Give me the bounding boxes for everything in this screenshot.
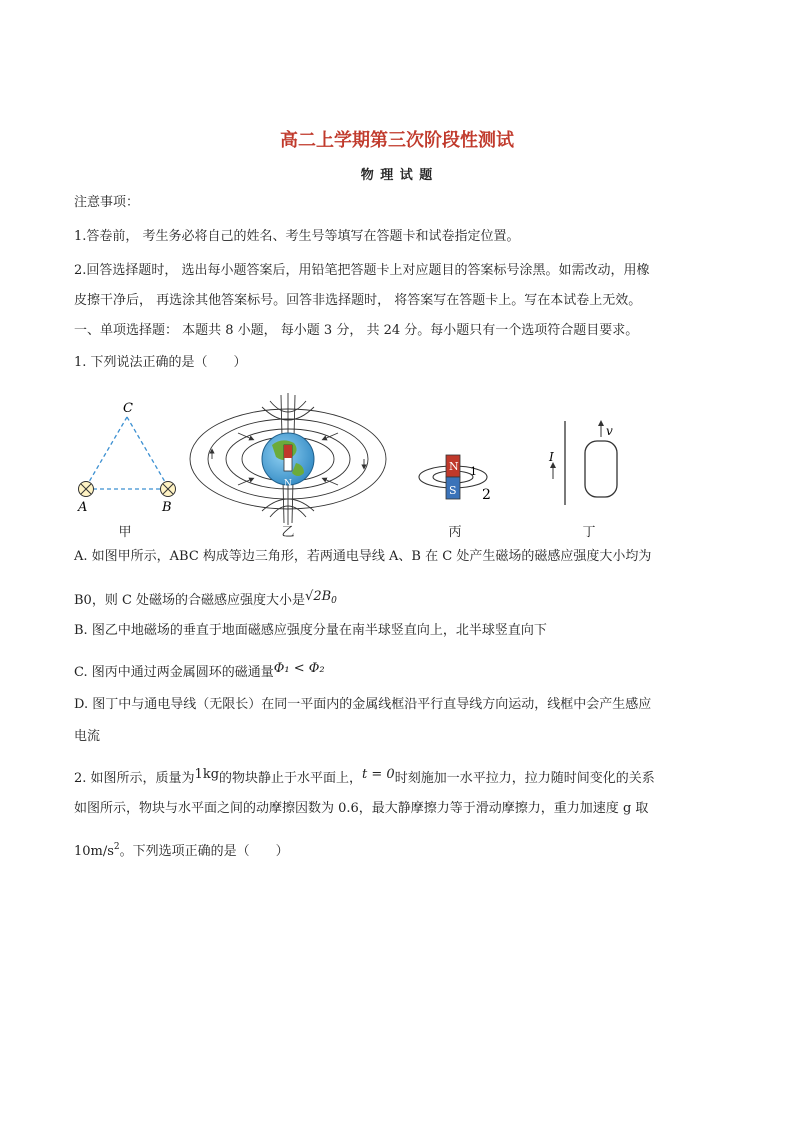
question-2-line-2: 如图所示，物块与水平面之间的动摩擦因数为 0.6，最大静摩擦力等于滑动摩擦力，重力加速度 g 取 [74,801,649,816]
question-1-option-c [74,660,724,682]
figure-jia [77,401,176,515]
question-2-line-3 [74,838,724,861]
notice-heading: 注意事项： [74,195,140,210]
ring-2-label: 2 [482,487,491,503]
magnet-s-label: S [449,484,457,497]
question-1-option-a-line-1: A. 如图甲所示，ABC 构成等边三角形，若两通电导线 A、B 在 C 处产生磁场的磁感应强度大小均为 [74,549,652,564]
current-i-label: I [549,450,554,464]
q2-mass: 1kg [194,767,220,782]
figure-ding [548,421,617,505]
option-c-formula: Φ₁ < Φ₂ [273,661,325,676]
section-1-heading: 一、单项选择题： 本题共 8 小题， 每小题 3 分， 共 24 分。每小题只有一个选项符合题目要求。 [74,323,639,338]
velocity-v-label: v [606,424,613,438]
q2-text-rest: 。下列选项正确的是（ ） [119,844,289,859]
wire-b-current-into-page-icon [161,482,176,497]
figure-label-ding: 丁 [582,525,596,540]
figure-label-bing: 丙 [448,525,462,540]
notice-item-2-line-2: 皮擦干净后， 再选涂其他答案标号。回答非选择题时， 将答案写在答题卡上。写在本试卷上无效。 [74,293,642,308]
magnet-n-label: N [449,460,459,473]
option-a-formula: $√2B_0$ [305,589,337,606]
option-a-text: B0，则 C 处磁场的合磁感应强度大小是 [74,593,306,608]
question-1-option-a-line-2 [74,588,724,610]
question-2-line-1 [74,766,724,788]
exam-subtitle: 物 理 试 题 [360,168,434,183]
point-a-label: A [78,500,88,515]
q2-gravity-exponent: 2 [113,842,120,852]
notice-item-2-line-1: 2.回答选择题时， 选出每小题答案后，用铅笔把答题卡上对应题目的答案标号涂黑。如需改动，用橡 [74,263,650,278]
question-1-option-d-line-1: D. 图丁中与通电导线（无限长）在同一平面内的金属线框沿平行直导线方向运动，线框中会产生感应 [74,697,652,712]
point-c-label: C [123,401,133,416]
q2-text-a: 2. 如图所示，质量为 [74,771,195,786]
question-1-stem: 1. 下列说法正确的是（ ） [74,355,247,370]
figure-yi [190,393,386,525]
metal-frame [585,441,617,497]
q2-time: t = 0 [362,767,395,782]
point-b-label: B [162,500,172,515]
figure-label-yi: 乙 [281,525,295,540]
figure-label-jia: 甲 [118,525,132,540]
q2-text-c: 时刻施加一水平拉力，拉力随时间变化的关系 [394,771,655,786]
q2-text-b: 的物块静止于水平面上， [219,771,363,786]
earth-north-label: N [284,479,292,489]
ring-1-label: 1 [470,465,477,478]
question-1-option-b: B. 图乙中地磁场的垂直于地面磁感应强度分量在南半球竖直向上，北半球竖直向下 [74,623,547,638]
exam-title: 高二上学期第三次阶段性测试 [280,130,514,151]
q2-gravity: 10m/s [74,844,114,859]
wire-a-current-into-page-icon [79,482,94,497]
notice-item-1: 1.答卷前， 考生务必将自己的姓名、考生号等填写在答题卡和试卷指定位置。 [74,229,520,244]
option-c-text: C. 图丙中通过两金属圆环的磁通量 [74,665,274,680]
question-1-option-d-line-2: 电流 [74,729,101,744]
figure-bing [419,455,491,503]
